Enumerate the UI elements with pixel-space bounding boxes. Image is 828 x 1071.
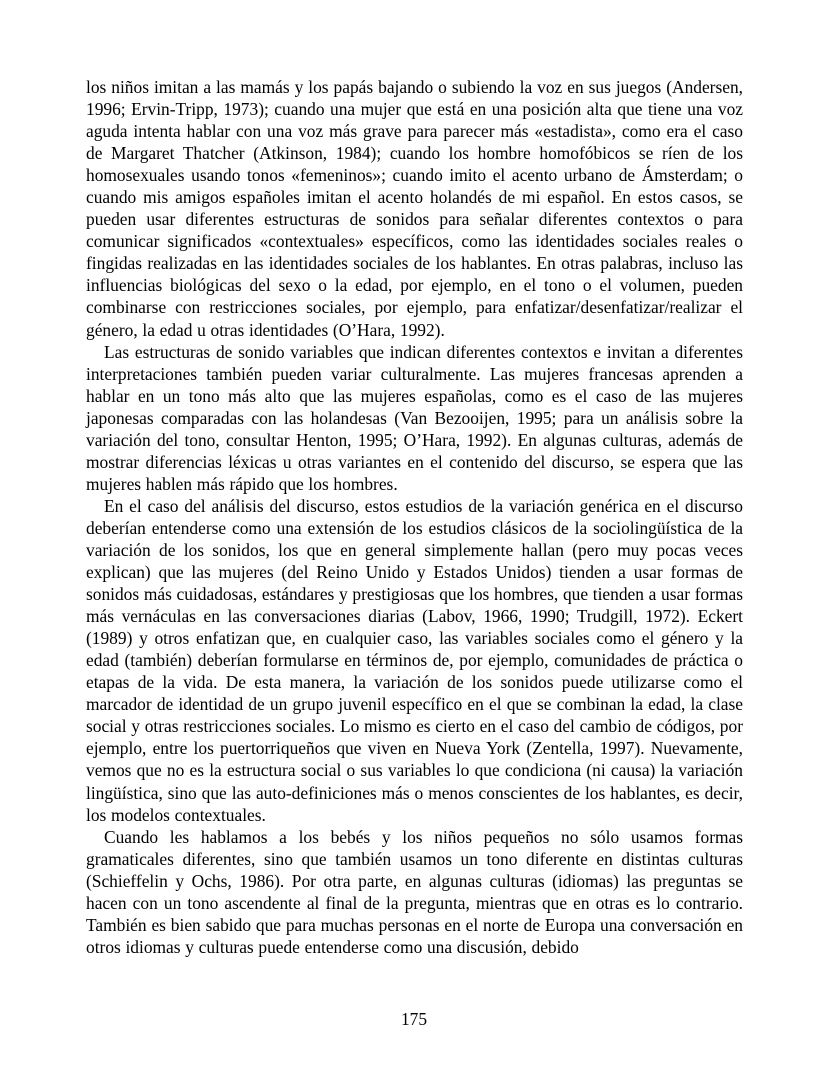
paragraph-3: En el caso del análisis del discurso, estos estudios de la variación genérica en el discurso deberían entenderse como una extensión de los estudios clásicos de la sociolingüística de la variación de los sonidos, los que en general simplemente hallan (pero muy pocas veces explican) que las mujeres (del Reino Unido y Estados Unidos) tienden a usar formas de sonidos más cuidadosas, estándares y prestigiosas que los hombres, que tienden a usar formas más vernáculas en las conversaciones diarias (Labov, 1966, 1990; Trudgill, 1972). Eckert (1989) y otros enfatizan que, en cualquier caso, las variables sociales como el género y la edad (también) deberían formularse en términos de, por ejemplo, comunidades de práctica o etapas de la vida. De esta manera, la variación de los sonidos puede utilizarse como el marcador de identidad de un grupo juvenil específico en el que se combinan la edad, la clase social y otras restricciones sociales. Lo mismo es cierto en el caso del cambio de códigos, por ejemplo, entre los puertorriqueños que viven en Nueva York (Zentella, 1997). Nuevamente, vemos que no es la estructura social o sus variables lo que condiciona (ni causa) la variación lingüística, sino que las auto-definiciones más o menos conscientes de los hablantes, es decir, los modelos contextuales. xyxy=(86,495,744,825)
page-text-column xyxy=(86,76,743,958)
paragraph-1: los niños imitan a las mamás y los papás bajando o subiendo la voz en sus juegos (Andersen, 1996; Ervin-Tripp, 1973); cuando una mujer que está en una posición alta que tiene una voz aguda intenta hablar con una voz más grave para parecer más «estadista», como era el caso de Margaret Thatcher (Atkinson, 1984); cuando los hombre homofóbicos se ríen de los homosexuales usando tonos «femeninos»; cuando imito el acento urbano de Ámsterdam; o cuando mis amigos españoles imitan el acento holandés de mi español. En estos casos, se pueden usar diferentes estructuras de sonidos para señalar diferentes contextos o para comunicar significados «contextuales» específicos, como las identidades sociales reales o fingidas realizadas en las identidades sociales de los hablantes. En otras palabras, incluso las influencias biológicas del sexo o la edad, por ejemplo, en el tono o el volumen, pueden combinarse con restricciones sociales, por ejemplo, para enfatizar/desenfatizar/realizar el género, la edad u otras identidades (O’Hara, 1992). xyxy=(86,77,743,340)
paragraph-4: Cuando les hablamos a los bebés y los niños pequeños no sólo usamos formas gramaticales diferentes, sino que también usamos un tono diferente en distintas culturas (Schieffelin y Ochs, 1986). Por otra parte, en algunas culturas (idiomas) las preguntas se hacen con un tono ascendente al final de la pregunta, mientras que en otras es lo contrario. También es bien sabido que para muchas personas en el norte de Europa una conversación en otros idiomas y culturas puede entenderse como una discusión, debido xyxy=(86,826,743,957)
paragraph-2: Las estructuras de sonido variables que indican diferentes contextos e invitan a diferentes interpretaciones también pueden variar culturalmente. Las mujeres francesas aprenden a hablar en un tono más alto que las mujeres españolas, como es el caso de las mujeres japonesas comparadas con las holandesas (Van Bezooijen, 1995; para un análisis sobre la variación del tono, consultar Henton, 1995; O’Hara, 1992). En algunas culturas, además de mostrar diferencias léxicas u otras variantes en el contenido del discurso, se espera que las mujeres hablen más rápido que los hombres. xyxy=(86,341,743,494)
page-number: 175 xyxy=(400,1009,428,1029)
